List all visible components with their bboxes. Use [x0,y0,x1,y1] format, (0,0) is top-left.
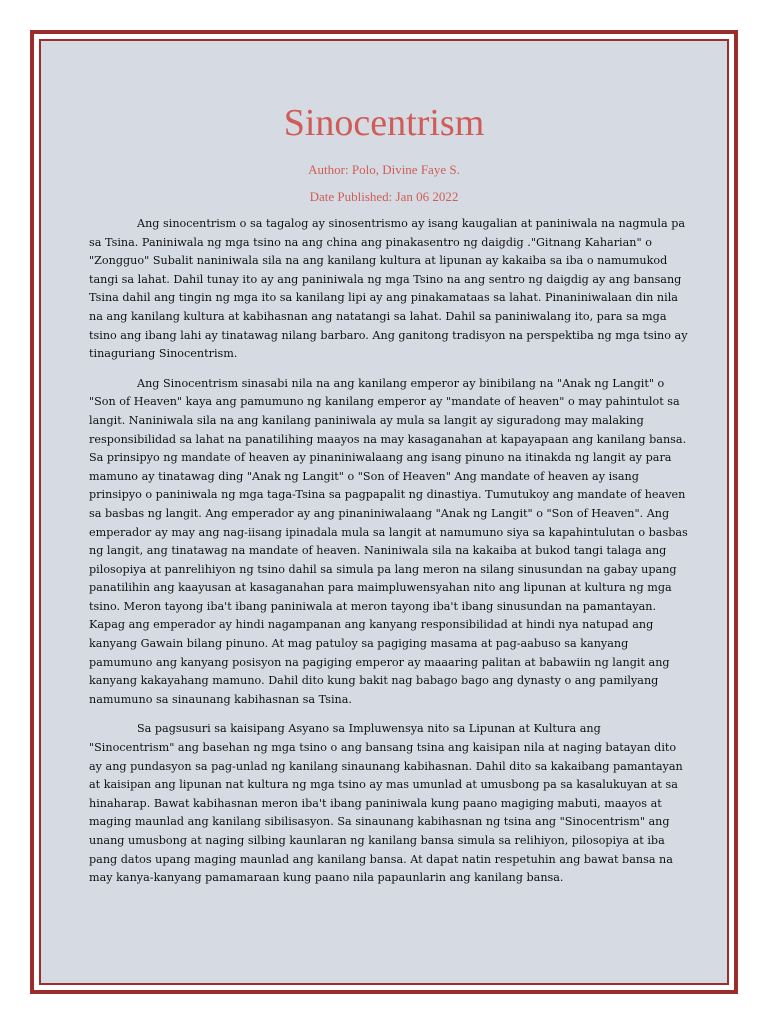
date-published: Date Published: Jan 06 2022 [309,189,459,204]
paragraph-1: Ang sinocentrism o sa tagalog ay sinosentrismo ay isang kaugalian at paniniwala na nagmula pa sa Tsina. Paniniwala ng mga tsino na ang china ang pinakasentro ng daigdig ."Gitnang Kaharian" o "Zongguo" Subalit naniniwala sila na ang kanilang kultura at lipunan ay kakaiba sa iba o namumukod tangi sa lahat. Dahil tunay ito ay ang paniniwala ng mga Tsino na ang sentro ng daigdig ay ang bansang Tsina dahil ang tingin ng mga ito sa kanilang lipi ay ang pinakamataas sa lahat. Pinaniniwalaan din nila na ang kanilang kultura at kabihasnan ang natatangi sa lahat. Dahil sa paniniwalang ito, para sa mga tsino ang ibang lahi ay tinatawag nilang barbaro. Ang ganitong tradisyon na perspektiba ng mga tsino ay tinaguriang Sinocentrism. [89,217,688,361]
author-line: Author: Polo, Divine Faye S. [308,162,460,177]
document-page [30,30,738,994]
page-title: Sinocentrism [283,102,485,144]
paragraph-2: Ang Sinocentrism sinasabi nila na ang kanilang emperor ay binibilang na "Anak ng Langit" o "Son of Heaven" kaya ang pamumuno ng kanilang emperor ay "mandate of heaven" o may pahintulot sa langit. Naniniwala sila na ang kanilang paniniwala ay mula sa langit ay siguradong may malaking responsibilidad sa lahat na panatilihing maayos na may kasaganahan at kapayapaan ang kanilang bansa. Sa prinsipyo ng mandate of heaven ay pinaniniwalaang ang isang pinuno na itinakda ng langit ay para mamuno ay tinatawag ding "Anak ng Langit" o "Son of Heaven" Ang mandate of heaven ay isang prinsipyo o paniniwala ng mga taga-Tsina sa pagpapalit ng dinastiya. Tumutukoy ang mandate of heaven sa basbas ng langit. Ang emperador ay ang pinaniniwalaang "Anak ng Langit" o "Son of Heaven". Ang emperador ay may ang nag-iisang ipinadala mula sa langit at namumuno siya sa kapahintulutan o basbas ng langit, ang tinatawag na mandate of heaven. Naniniwala sila na kakaiba at bukod tangi talaga ang pilosopiya at panrelihiyon ng tsino dahil sa simula pa lang meron na silang sinusundan na gabay upang panatilihin ang kaayusan at kasaganahan para maimpluwensyahan nito ang lipunan at kultura ng mga tsino. Meron tayong iba't ibang paniniwala at meron tayong iba't ibang sinusundan na pamantayan. Kapag ang emperador ay hindi nagampanan ang kanyang responsibilidad at hindi nya natupad ang kanyang Gawain bilang pinuno. At mag patuloy sa pagiging masama at pag-aabuso sa kanyang pamumuno ang kanyang posisyon na pagiging emperor ay maaaring palitan at babawiin ng langit ang kanyang kakayahang mamuno. Dahil dito kung bakit nag babago bago ang dynasty o ang pamilyang namumuno sa sinaunang kabihasnan sa Tsina. [89,376,688,706]
paragraph-3: Sa pagsusuri sa kaisipang Asyano sa Impluwensya nito sa Lipunan at Kultura ang "Sinocentrism" ang basehan ng mga tsino o ang bansang tsina ang kaisipan nila at naging batayan dito ay ang pundasyon sa pag-unlad ng kanilang sinaunang kabihasnan. Dahil dito sa kakaibang pamantayan at kaisipan ang lipunan nat kultura ng mga tsino ay mas umunlad at umusbong pa sa kasalukuyan at sa hinaharap. Bawat kabihasnan meron iba't ibang paniniwala kung paano magiging mabuti, maayos at maging maunlad ang kanilang sibilisasyon. Sa sinaunang kabihasnan ng tsina ang "Sinocentrism" ang unang umusbong at naging silbing kaunlaran ng kanilang bansa simula sa relihiyon, pilosopiya at iba pang datos upang maging maunlad ang kanilang bansa. At dapat natin respetuhin ang bawat bansa na may kanya-kanyang pamamaraan kung paano nila papaunlarin ang kanilang bansa. [89,722,683,885]
article-body [89,215,689,899]
document-panel [39,39,729,985]
